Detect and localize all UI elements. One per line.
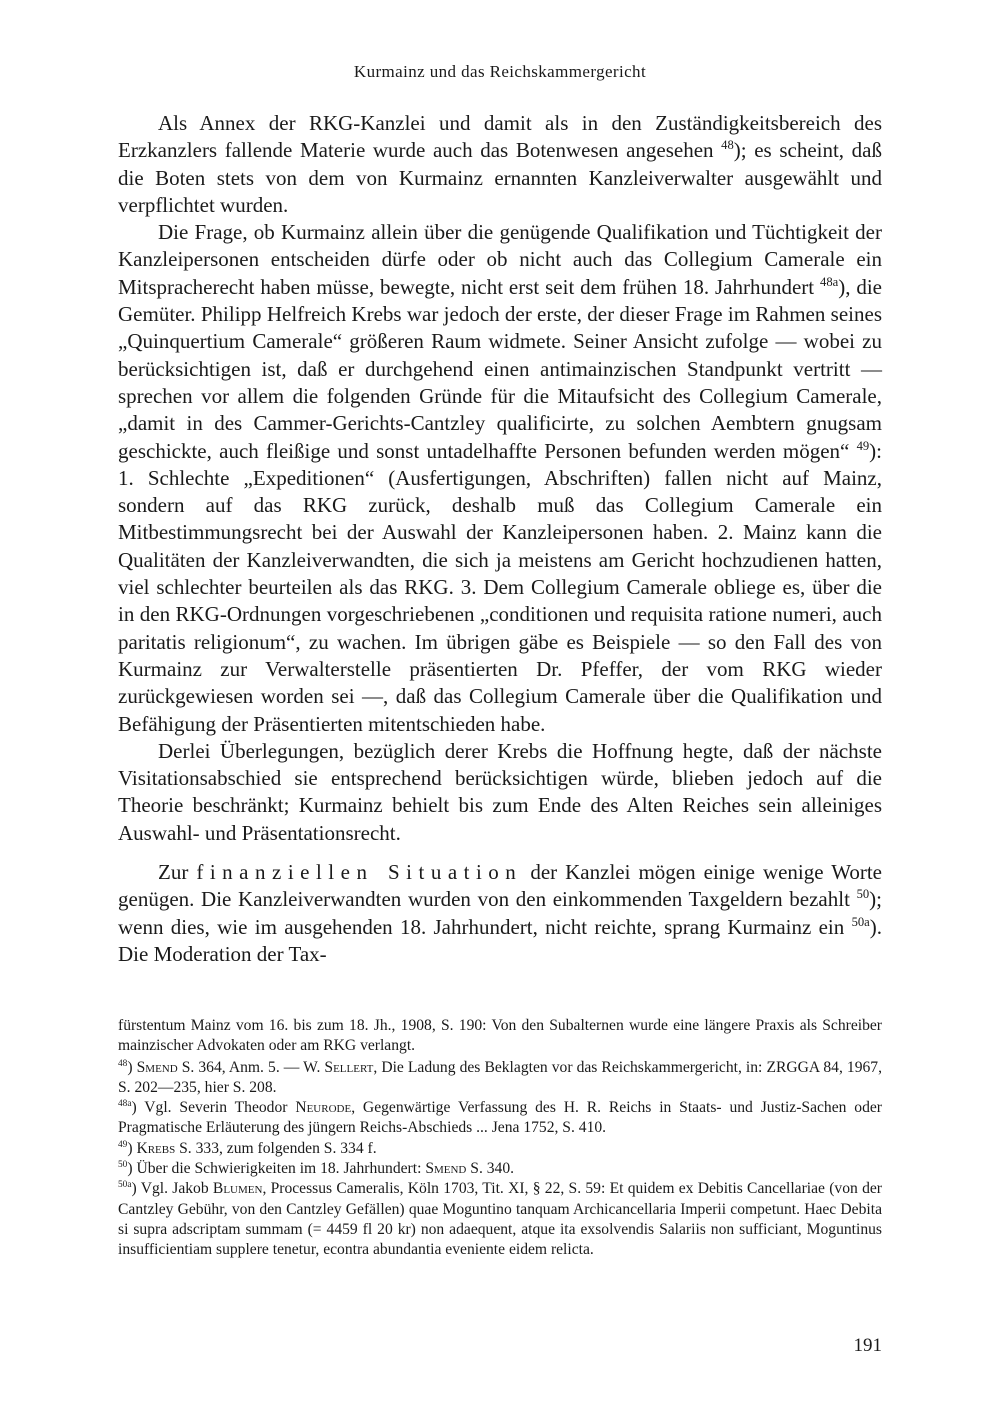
emphasis-spaced: finanziellen Situation xyxy=(196,860,523,885)
footnote-ref[interactable]: 49 xyxy=(856,438,870,453)
footnote-continuation: fürstentum Mainz vom 16. bis zum 18. Jh., 1908, S. 190: Von den Subalternen wurde eine längere Praxis als Schreiber mainzischer Advokaten oder am RKG verlangt. xyxy=(118,1017,882,1055)
footnote-ref[interactable]: 48a xyxy=(820,274,839,289)
paragraph: Derlei Überlegungen, bezüglich derer Krebs die Hoffnung hegte, daß der nächste Visitationsabschied sie entsprechend berücksichtigen würde, blieben jedoch auf die Theorie beschränkt; Kurmainz behielt bis zum Ende des Alten Reiches sein alleiniges Auswahl- und Präsentationsrecht. xyxy=(118,738,882,845)
footnote-ref[interactable]: 50a xyxy=(851,914,870,929)
footnote-50a: $^{50a}$) Vgl. Jakob Blumen, Processus Cameralis, Köln 1703, Tit. XI, § 22, S. 59: Et quidem ex Debitis Cancellariae (von der Cantzley Gebühr, von den Cantzley Gefällen) quae Moguntino tanquam Archicancellaria Imperii competunt. Haec Debita si supra adscriptam summam (= 4459 fl 20 kr) non adaequent, atque ita exsolvendis Salariis non sufficiant, Moguntinus insufficientiam supplere tenetur, econtra abundantia eveniente eidem relicta. xyxy=(118,1180,882,1259)
footnote-ref[interactable]: 48 xyxy=(721,138,734,153)
footnote-49: $^{49}$) Krebs S. 333, zum folgenden S. 334 f. xyxy=(118,1139,377,1157)
main-text xyxy=(118,110,882,968)
paragraph: Zur finanziellen Situation der Kanzlei mögen einige wenige Worte genügen. Die Kanzleiverwandten wurden von den einkommenden Taxgeldern bezahlt $^{50}$); wenn dies, wie im ausgehenden 18. Jahrhundert, nicht reichte, sprang Kurmainz ein $^{50a}$). Die Moderation der Tax- xyxy=(118,860,882,966)
footnote-48: $^{48}$) Smend S. 364, Anm. 5. — W. Sellert, Die Ladung des Beklagten vor das Reichskammergericht, in: ZRGGA 84, 1967, S. 202—235, hier S. 208. xyxy=(118,1058,883,1096)
footnotes xyxy=(118,1016,882,1261)
footnote-50: $^{50}$) Über die Schwierigkeiten im 18. Jahrhundert: Smend S. 340. xyxy=(118,1159,515,1178)
page-number: 191 xyxy=(853,1335,882,1356)
running-head: Kurmainz und das Reichskammergericht xyxy=(353,62,647,81)
footnote-ref[interactable]: 50 xyxy=(856,887,870,902)
paragraph: Die Frage, ob Kurmainz allein über die genügende Qualifikation und Tüchtigkeit der Kanzleipersonen entscheiden dürfe oder ob nicht auch das Collegium Camerale ein Mitspracherecht haben müsse, bewegte, nicht erst seit dem frühen 18. Jahrhundert $^{48a}$), die Gemüter. Philipp Helfreich Krebs war jedoch der erste, der dieser Frage im Rahmen seines „Quinquertium Camerale“ größeren Raum widmete. Seiner Ansicht zufolge — wobei zu berücksichtigen ist, daß er durchgehend einen antimainzischen Standpunkt vertritt — sprechen vor allem die folgenden Gründe für die Mitaufsicht des Collegium Camerale, „damit in des Cammer-Gerichts-Cantzley qualificirte, zu solchen Aembtern gnugsam geschickte, auch fleißige und sonst untadelhaffte Personen befunden werden mögen“ $^{49}$): 1. Schlechte „Expeditionen“ (Ausfertigungen, Abschriften) fallen nicht auf Mainz, sondern auf das RKG zurück, deshalb muß das Collegium Camerale ein Mitbestimmungsrecht bei der Auswahl der Kanzleipersonen haben. 2. Mainz kann die Qualitäten der Kanzleiverwandten, die sich ja meistens am Gericht hochzudienen hatten, viel schlechter beurteilen als das RKG. 3. Dem Collegium Camerale obliege es, über die in den RKG-Ordnungen vorgeschriebenen „conditionen und requisita ratione numeri, auch paritatis religionum“, zu wachen. Im übrigen gäbe es Beispiele — so den Fall des von Kurmainz zur Verwalterstelle präsentierten Dr. Pfeffer, der vom RKG wieder zurückgewiesen worden sei —, daß das Collegium Camerale über die Qualifikation und Befähigung der Präsentierten mitentschieden habe. xyxy=(118,220,882,736)
paragraph: Als Annex der RKG-Kanzlei und damit als in den Zuständigkeitsbereich des Erzkanzlers fallende Materie wurde auch das Botenwesen angesehen $^{48}$); es scheint, daß die Boten stets von dem von Kurmainz ernannten Kanzleiverwalter ausgewählt und verpflichtet wurden. xyxy=(118,111,882,217)
footnote-48a: $^{48a}$) Vgl. Severin Theodor Neurode, Gegenwärtige Verfassung des H. R. Reichs in Staats- und Justiz-Sachen oder Pragmatische Erläuterung des jüngern Reichs-Abschieds ... Jena 1752, S. 410. xyxy=(118,1099,883,1137)
